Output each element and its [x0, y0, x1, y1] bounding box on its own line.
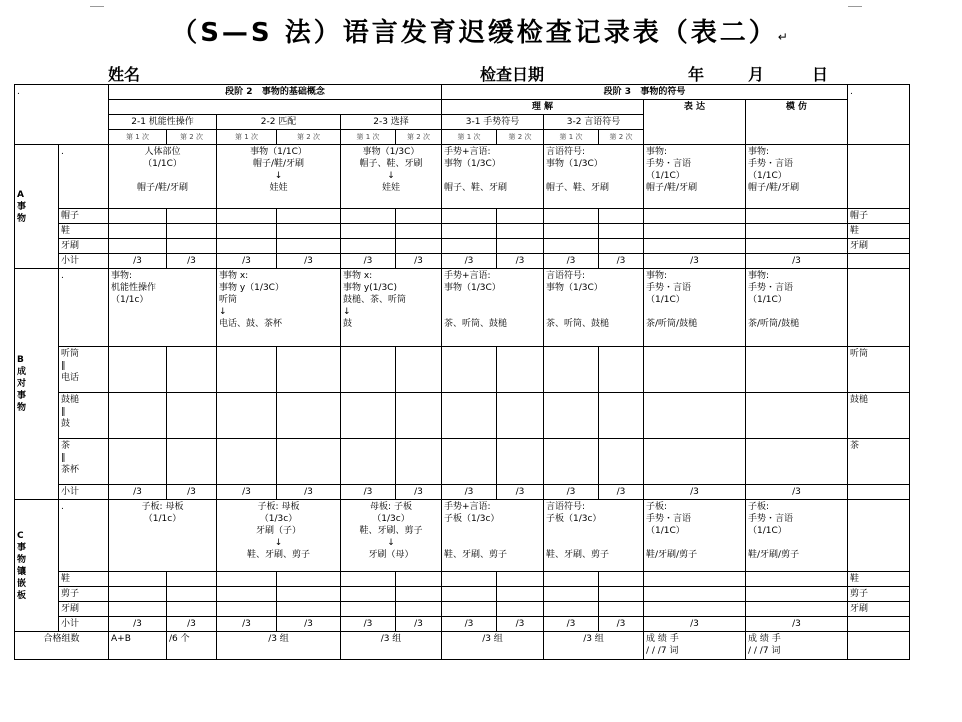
table-cell: [442, 572, 497, 587]
table-cell: /3: [746, 254, 848, 269]
table-cell: [544, 572, 599, 587]
table-cell: [109, 209, 167, 224]
section-a-label: A 事 物: [15, 145, 59, 269]
table-cell: /3: [497, 617, 544, 632]
table-cell: /3: [599, 485, 644, 500]
table-cell: [396, 393, 442, 439]
pass-groups-label: 合格组数: [15, 632, 109, 660]
table-cell: [217, 209, 277, 224]
table-cell: [341, 347, 396, 393]
table-cell: [217, 393, 277, 439]
table-cell: /3: [277, 254, 341, 269]
table-cell: .: [59, 269, 109, 347]
table-cell: /3: [396, 254, 442, 269]
table-cell: [599, 587, 644, 602]
col-3-2: 3-2 言语符号: [544, 115, 644, 130]
b-item-tea: 茶 ‖ 茶杯: [59, 439, 109, 485]
table-cell: /3: [599, 254, 644, 269]
table-cell: [167, 439, 217, 485]
table-cell: [644, 224, 746, 239]
table-cell: [599, 209, 644, 224]
table-cell: [341, 587, 396, 602]
table-cell: [848, 500, 910, 572]
table-cell: [442, 209, 497, 224]
table-cell: [341, 209, 396, 224]
col-2-1: 2-1 机能性操作: [109, 115, 217, 130]
c-cell-3-1: 手势+言语: 子板（1/3c） 鞋、牙刷、剪子: [442, 500, 544, 572]
table-cell: /3: [497, 485, 544, 500]
table-cell: /3: [341, 617, 396, 632]
table-cell: /3: [746, 485, 848, 500]
table-cell: [848, 632, 910, 660]
table-cell: [644, 209, 746, 224]
table-cell: [497, 439, 544, 485]
table-cell: [644, 239, 746, 254]
table-cell: [277, 209, 341, 224]
table-cell: [746, 439, 848, 485]
table-cell: [746, 393, 848, 439]
table-cell: [644, 393, 746, 439]
table-cell: [644, 572, 746, 587]
table-cell: [396, 347, 442, 393]
b-cell-3-1: 手势+言语: 事物（1/3C） 茶、听筒、鼓槌: [442, 269, 544, 347]
a-cell-2-2: 事物（1/1C） 帽子/鞋/牙刷 ↓ 娃娃: [217, 145, 341, 209]
table-cell: [109, 587, 167, 602]
table-cell: /3: [109, 254, 167, 269]
trial-1: 第 1 次: [109, 130, 167, 145]
b-cell-express: 事物: 手势・言语 （1/1C） 茶/听筒/鼓槌: [644, 269, 746, 347]
page-corner-mark: [848, 0, 862, 7]
table-cell: [341, 602, 396, 617]
c-cell-imitate: 子板: 手势・言语 （1/1C） 鞋/牙刷/剪子: [746, 500, 848, 572]
table-cell: [109, 224, 167, 239]
table-cell: .: [59, 500, 109, 572]
b-subtotal-label: 小计: [59, 485, 109, 500]
table-cell: [442, 602, 497, 617]
table-cell: [109, 572, 167, 587]
c-cell-2-3: 母板: 子板 （1/3c） 鞋、牙刷、剪子 ↓ 牙刷（母）: [341, 500, 442, 572]
table-cell: [217, 224, 277, 239]
table-cell: [746, 224, 848, 239]
table-cell: [109, 439, 167, 485]
table-cell: [277, 393, 341, 439]
table-cell: [277, 587, 341, 602]
c-item-scissors: 剪子: [59, 587, 109, 602]
trial-2: 第 2 次: [599, 130, 644, 145]
table-cell: [217, 572, 277, 587]
table-cell: [544, 239, 599, 254]
table-cell: /3: [109, 617, 167, 632]
table-cell: [167, 224, 217, 239]
table-cell: /3: [644, 254, 746, 269]
blank-cell: [109, 100, 442, 115]
col-2-2: 2-2 匹配: [217, 115, 341, 130]
table-cell: [109, 602, 167, 617]
table-cell: /3: [544, 485, 599, 500]
a-right-hat: 帽子: [848, 209, 910, 224]
record-table: [14, 84, 910, 660]
table-cell: [848, 485, 910, 500]
a-item-toothbrush: 牙刷: [59, 239, 109, 254]
groups-3-1: /3 组: [442, 632, 544, 660]
table-cell: [341, 224, 396, 239]
b-right-receiver: 听筒: [848, 347, 910, 393]
table-cell: [442, 239, 497, 254]
trial-1: 第 1 次: [442, 130, 497, 145]
col-2-3: 2-3 选择: [341, 115, 442, 130]
a-cell-imitate: 事物: 手势・言语 （1/1C） 帽子/鞋/牙刷: [746, 145, 848, 209]
table-cell: [599, 347, 644, 393]
table-cell: [396, 209, 442, 224]
table-cell: [497, 572, 544, 587]
section-c-label: C 事 物 镶 嵌 板: [15, 500, 59, 632]
right-header-cell: .: [848, 85, 910, 145]
table-cell: /3: [442, 254, 497, 269]
table-cell: [396, 602, 442, 617]
page-title: （S—S 法）语言发育迟缓检查记录表（表二）↵: [171, 18, 791, 48]
table-cell: [341, 439, 396, 485]
table-cell: /3: [277, 617, 341, 632]
table-cell: [442, 347, 497, 393]
table-cell: [396, 224, 442, 239]
table-cell: [277, 239, 341, 254]
table-cell: /3: [544, 254, 599, 269]
trial-2: 第 2 次: [396, 130, 442, 145]
table-cell: [497, 587, 544, 602]
table-cell: [599, 439, 644, 485]
express-score: 成 绩 手 / / /7 词: [644, 632, 746, 660]
table-cell: [109, 347, 167, 393]
table-cell: [109, 393, 167, 439]
table-cell: [644, 602, 746, 617]
month-label: 月: [748, 65, 765, 84]
a-cell-express: 事物: 手势・言语 （1/1C） 帽子/鞋/牙刷: [644, 145, 746, 209]
ab-label: A+B: [109, 632, 167, 660]
trial-1: 第 1 次: [341, 130, 396, 145]
table-cell: [277, 347, 341, 393]
table-cell: [167, 572, 217, 587]
table-cell: [277, 439, 341, 485]
table-cell: [746, 209, 848, 224]
table-cell: [544, 587, 599, 602]
c-cell-3-2: 言语符号: 子板（1/3c） 鞋、牙刷、剪子: [544, 500, 644, 572]
table-cell: /3: [442, 485, 497, 500]
table-cell: [442, 439, 497, 485]
groups-2-3: /3 组: [341, 632, 442, 660]
trial-2: 第 2 次: [167, 130, 217, 145]
date-label: 检查日期: [480, 65, 545, 84]
stage2-header: 段阶 2 事物的基础概念: [109, 85, 442, 100]
c-subtotal-label: 小计: [59, 617, 109, 632]
table-cell: /3: [497, 254, 544, 269]
c-item-shoe: 鞋: [59, 572, 109, 587]
c-right-toothbrush: 牙刷: [848, 602, 910, 617]
table-cell: [848, 269, 910, 347]
table-cell: /3: [217, 617, 277, 632]
table-cell: [544, 439, 599, 485]
six-label: /6 个: [167, 632, 217, 660]
table-cell: [599, 393, 644, 439]
b-item-drumstick: 鼓槌 ‖ 鼓: [59, 393, 109, 439]
c-right-scissors: 剪子: [848, 587, 910, 602]
trial-1: 第 1 次: [544, 130, 599, 145]
c-cell-2-1: 子板: 母板 （1/1c）: [109, 500, 217, 572]
page-corner-mark: [90, 0, 104, 7]
b-cell-2-2: 事物 x: 事物 y（1/3C） 听筒 ↓ 电话、鼓、茶杯: [217, 269, 341, 347]
a-right-toothbrush: 牙刷: [848, 239, 910, 254]
table-cell: [442, 224, 497, 239]
table-cell: [217, 602, 277, 617]
table-cell: [217, 347, 277, 393]
a-subtotal-label: 小计: [59, 254, 109, 269]
trial-1: 第 1 次: [217, 130, 277, 145]
table-cell: /3: [746, 617, 848, 632]
table-cell: [544, 393, 599, 439]
imitate-header: 模 仿: [746, 100, 848, 145]
table-cell: /3: [442, 617, 497, 632]
table-cell: [167, 587, 217, 602]
table-cell: /3: [644, 485, 746, 500]
table-cell: [341, 239, 396, 254]
table-cell: [217, 439, 277, 485]
stage3-header: 段阶 3 事物的符号: [442, 85, 848, 100]
table-cell: /3: [599, 617, 644, 632]
table-cell: [746, 572, 848, 587]
col-3-1: 3-1 手势符号: [442, 115, 544, 130]
b-right-drumstick: 鼓槌: [848, 393, 910, 439]
table-cell: /3: [167, 254, 217, 269]
table-cell: [396, 239, 442, 254]
table-cell: [746, 239, 848, 254]
table-cell: [277, 602, 341, 617]
a-item-hat: 帽子: [59, 209, 109, 224]
trial-2: 第 2 次: [497, 130, 544, 145]
table-cell: [442, 393, 497, 439]
b-cell-imitate: 事物: 手势・言语 （1/1C） 茶/听筒/鼓槌: [746, 269, 848, 347]
table-cell: [848, 617, 910, 632]
groups-3-2: /3 组: [544, 632, 644, 660]
table-cell: /3: [644, 617, 746, 632]
table-cell: [442, 587, 497, 602]
b-right-tea: 茶: [848, 439, 910, 485]
a-right-shoe: 鞋: [848, 224, 910, 239]
table-cell: [497, 224, 544, 239]
table-cell: /3: [167, 485, 217, 500]
table-cell: [497, 602, 544, 617]
b-item-receiver: 听筒 ‖ 电话: [59, 347, 109, 393]
table-cell: [167, 393, 217, 439]
table-cell: [217, 239, 277, 254]
table-cell: [217, 587, 277, 602]
table-cell: [341, 572, 396, 587]
section-a-spacer: .: [59, 145, 109, 209]
understand-header: 理 解: [442, 100, 644, 115]
day-label: 日: [812, 65, 829, 84]
a-item-shoe: 鞋: [59, 224, 109, 239]
c-cell-express: 子板: 手势・言语 （1/1C） 鞋/牙刷/剪子: [644, 500, 746, 572]
name-label: 姓名: [108, 65, 141, 84]
table-cell: [109, 239, 167, 254]
table-cell: [644, 439, 746, 485]
a-cell-3-2: 言语符号: 事物（1/3C） 帽子、鞋、牙刷: [544, 145, 644, 209]
table-cell: [341, 393, 396, 439]
table-cell: [544, 347, 599, 393]
section-b-label: B 成 对 事 物: [15, 269, 59, 500]
a-cell-3-1: 手势+言语: 事物（1/3C） 帽子、鞋、牙刷: [442, 145, 544, 209]
table-cell: [497, 209, 544, 224]
table-cell: [599, 602, 644, 617]
year-label: 年: [688, 65, 705, 84]
table-cell: [396, 572, 442, 587]
table-cell: [746, 602, 848, 617]
table-cell: [848, 254, 910, 269]
table-cell: [599, 239, 644, 254]
table-cell: [396, 587, 442, 602]
table-cell: /3: [109, 485, 167, 500]
table-cell: [277, 572, 341, 587]
b-cell-2-3: 事物 x: 事物 y(1/3C) 鼓槌、茶、听筒 ↓ 鼓: [341, 269, 442, 347]
table-cell: [497, 347, 544, 393]
table-cell: /3: [217, 485, 277, 500]
table-cell: [396, 439, 442, 485]
table-cell: [644, 347, 746, 393]
table-cell: [644, 587, 746, 602]
corner-cell: .: [15, 85, 109, 145]
groups-2-2: /3 组: [217, 632, 341, 660]
table-cell: /3: [341, 485, 396, 500]
a-cell-2-1: 人体部位 （1/1C） 帽子/鞋/牙刷: [109, 145, 217, 209]
express-header: 表 达: [644, 100, 746, 145]
table-cell: [746, 347, 848, 393]
table-cell: /3: [396, 617, 442, 632]
table-cell: [277, 224, 341, 239]
table-cell: /3: [277, 485, 341, 500]
table-cell: [599, 572, 644, 587]
a-cell-2-3: 事物（1/3C） 帽子、鞋、牙刷 ↓ 娃娃: [341, 145, 442, 209]
table-cell: [544, 224, 599, 239]
table-cell: [497, 239, 544, 254]
table-cell: [167, 209, 217, 224]
table-cell: /3: [396, 485, 442, 500]
table-cell: [167, 347, 217, 393]
table-cell: /3: [167, 617, 217, 632]
trial-2: 第 2 次: [277, 130, 341, 145]
table-cell: [497, 393, 544, 439]
c-cell-2-2: 子板: 母板 （1/3c） 牙刷（子） ↓ 鞋、牙刷、剪子: [217, 500, 341, 572]
c-item-toothbrush: 牙刷: [59, 602, 109, 617]
b-cell-2-1: 事物: 机能性操作 （1/1c）: [109, 269, 217, 347]
table-cell: [544, 209, 599, 224]
a-right-blank: [848, 145, 910, 209]
table-cell: [167, 239, 217, 254]
table-cell: [544, 602, 599, 617]
table-cell: /3: [217, 254, 277, 269]
table-cell: /3: [341, 254, 396, 269]
table-cell: [746, 587, 848, 602]
table-cell: [167, 602, 217, 617]
table-cell: [599, 224, 644, 239]
c-right-shoe: 鞋: [848, 572, 910, 587]
table-cell: /3: [544, 617, 599, 632]
b-cell-3-2: 言语符号: 事物（1/3C） 茶、听筒、鼓槌: [544, 269, 644, 347]
imitate-score: 成 绩 手 / / /7 词: [746, 632, 848, 660]
